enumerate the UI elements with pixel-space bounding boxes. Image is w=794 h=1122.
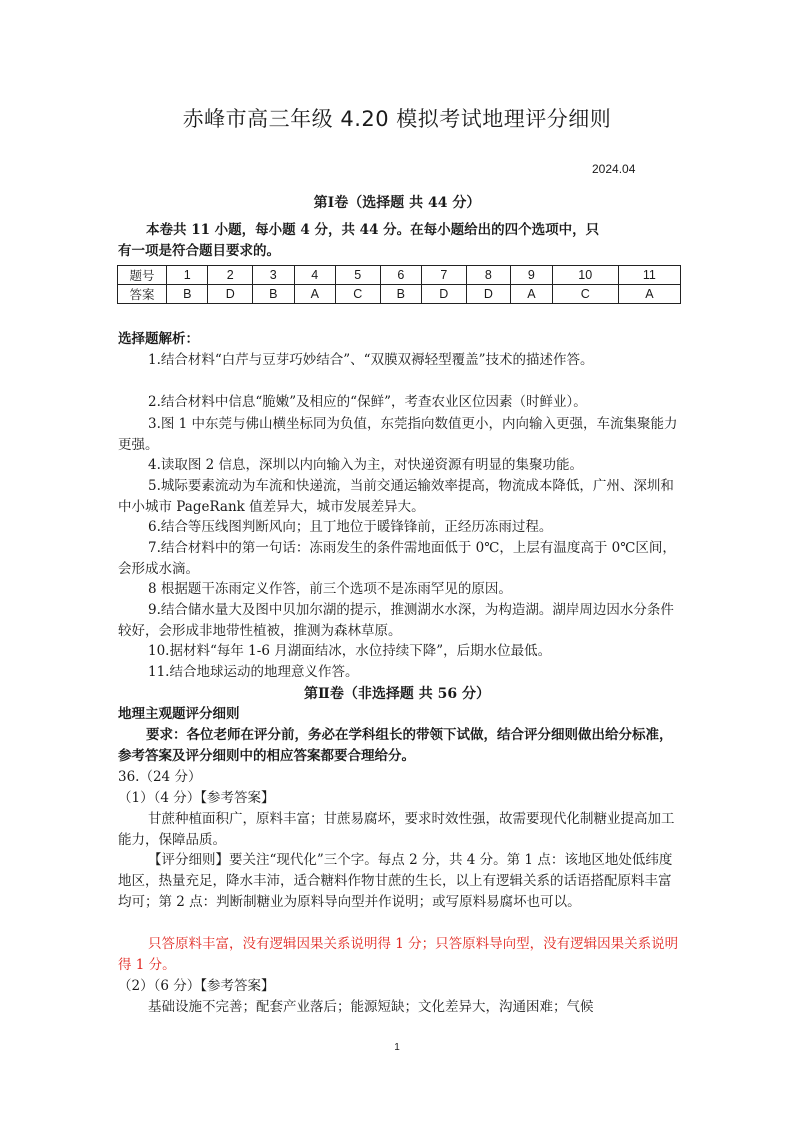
section-1-intro — [118, 220, 680, 241]
table-cell: C — [336, 285, 381, 304]
table-row-answers — [118, 285, 681, 304]
analysis-item: 2.结合材料中信息“脆嫩”及相应的“保鲜”，考查农业区位因素（时鲜业）。 — [148, 394, 587, 410]
analysis-item: 6.结合等压线图判断风向；且丁地位于暖锋锋前，正经历冻雨过程。 — [148, 519, 553, 535]
table-cell: 8 — [466, 266, 511, 285]
analysis-item: 5.城际要素流动为车流和快递流，当前交通运输效率提高，物流成本降低，广州、深圳和中小城市 PageRank 值差异大，城市发展差异大。 — [118, 478, 674, 515]
analysis-item: 4.读取图 2 信息，深圳以内向输入为主，对快递资源有明显的集聚功能。 — [148, 457, 584, 473]
question-36-1-heading: （1）（4 分）【参考答案】 — [118, 790, 275, 806]
table-cell: 10 — [552, 266, 618, 285]
table-header-question: 题号 — [118, 266, 167, 285]
page-number: 1 — [394, 1042, 400, 1053]
intro-line-2: 有一项是符合题目要求的。 — [118, 243, 280, 259]
table-row-questions — [118, 266, 681, 285]
analysis-item: 10.据材料“每年 1-6 月湖面结冰，水位持续下降”，后期水位最低。 — [148, 643, 552, 659]
table-cell: D — [422, 285, 467, 304]
question-36-1-note: 只答原料丰富，没有逻辑因果关系说明得 1 分；只答原料导向型，没有逻辑因果关系说明得 1 分。 — [118, 936, 679, 973]
table-cell: 4 — [294, 266, 335, 285]
analysis-item: 8 根据题干冻雨定义作答，前三个选项不是冻雨罕见的原因。 — [148, 581, 512, 597]
section-1-intro-cont — [118, 241, 680, 262]
table-cell: A — [511, 285, 552, 304]
table-cell: A — [294, 285, 335, 304]
section-1-heading: 第Ⅰ卷（选择题 共 44 分） — [313, 195, 481, 211]
table-header-answer: 答案 — [118, 285, 167, 304]
question-36-heading: 36.（24 分） — [118, 769, 202, 785]
table-cell: B — [253, 285, 294, 304]
document-date: 2024.04 — [592, 162, 636, 176]
intro-line-1: 本卷共 11 小题，每小题 4 分，共 44 分。在每小题给出的四个选项中，只 — [146, 222, 600, 238]
grading-requirement: 要求：各位老师在评分前，务必在学科组长的带领下试做，结合评分细则做出给分标准，参考答案及评分细则中的相应答案都要合理给分。 — [118, 727, 673, 764]
analysis-heading: 选择题解析： — [118, 331, 199, 347]
analysis-item: 1.结合材料“白芹与豆芽巧妙结合”、“双膜双褥轻型覆盖”技术的描述作答。 — [148, 352, 594, 368]
table-cell: 1 — [167, 266, 208, 285]
analysis-item: 11.结合地球运动的地理意义作答。 — [148, 664, 359, 680]
table-cell: 2 — [208, 266, 253, 285]
table-cell: D — [466, 285, 511, 304]
table-cell: B — [167, 285, 208, 304]
table-cell: 11 — [618, 266, 680, 285]
table-cell: 7 — [422, 266, 467, 285]
table-cell: C — [552, 285, 618, 304]
table-cell: 3 — [253, 266, 294, 285]
table-cell: D — [208, 285, 253, 304]
table-cell: 9 — [511, 266, 552, 285]
table-cell: 6 — [380, 266, 421, 285]
analysis-item: 9.结合储水量大及图中贝加尔湖的提示，推测湖水水深，为构造湖。湖岸周边因水分条件较好，会形成非地带性植被，推测为森林草原。 — [118, 602, 674, 639]
question-36-1-rubric: 【评分细则】要关注“现代化”三个字。每点 2 分，共 4 分。第 1 点：该地区地处低纬度地区，热量充足，降水丰沛，适合糖料作物甘蔗的生长，以上有逻辑关系的话语搭配原料丰富均可；第 2 点：判断制糖业为原料导向型并作说明；或写原料易腐坏也可以。 — [118, 852, 673, 910]
table-cell: A — [618, 285, 680, 304]
document-title: 赤峰市高三年级 4.20 模拟考试地理评分细则 — [182, 107, 612, 131]
question-36-1-answer: 甘蔗种植面积广，原料丰富；甘蔗易腐坏，要求时效性强，故需要现代化制糖业提高加工能力，保障品质。 — [118, 811, 675, 848]
question-36-2-heading: （2）（6 分）【参考答案】 — [118, 978, 275, 994]
answer-table — [117, 265, 681, 304]
subjective-heading: 地理主观题评分细则 — [118, 706, 240, 722]
analysis-item: 7.结合材料中的第一句话：冻雨发生的条件需地面低于 0℃，上层有温度高于 0℃区间，会形成水滴。 — [118, 540, 676, 577]
section-2-heading: 第Ⅱ卷（非选择题 共 56 分） — [304, 686, 490, 702]
table-cell: 5 — [336, 266, 381, 285]
analysis-item: 3.图 1 中东莞与佛山横坐标同为负值，东莞指向数值更小，内向输入更强，车流集聚能力更强。 — [118, 416, 678, 453]
question-36-2-answer: 基础设施不完善；配套产业落后；能源短缺；文化差异大，沟通困难；气候 — [148, 999, 594, 1015]
table-cell: B — [380, 285, 421, 304]
